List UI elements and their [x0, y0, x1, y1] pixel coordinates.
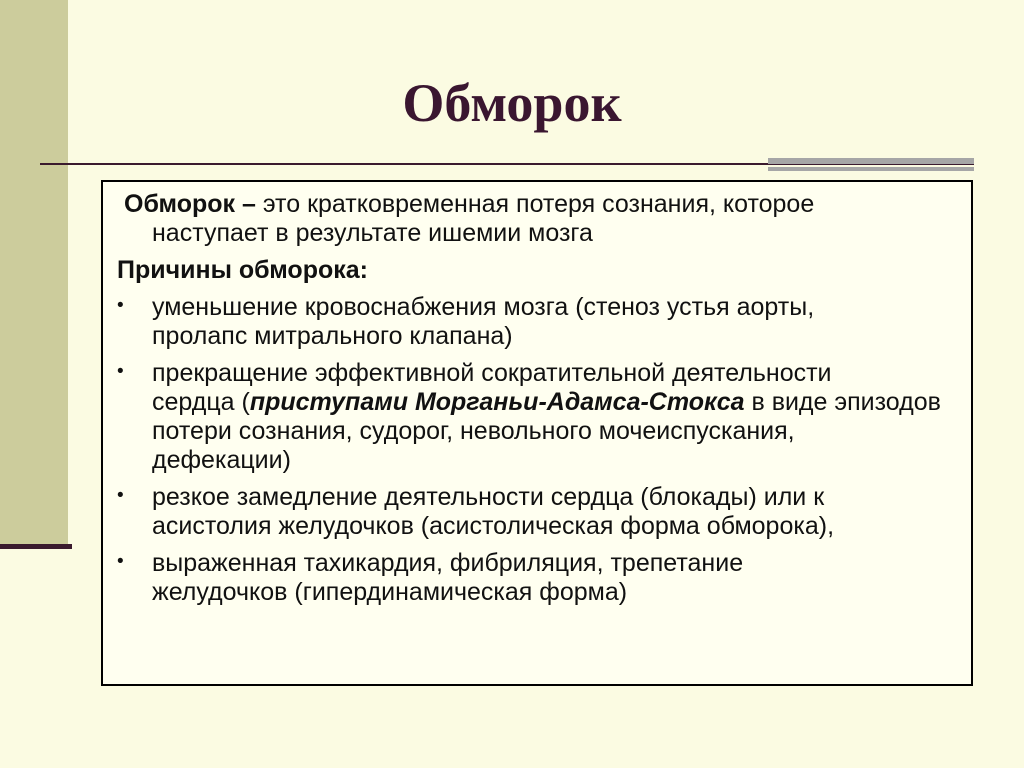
definition-text: это кратковременная потеря сознания, которое — [255, 190, 815, 218]
definition-line-2: наступает в результате ишемии мозга — [152, 219, 593, 247]
bullet-icon: • — [117, 551, 124, 572]
cause-item — [103, 549, 971, 607]
cause-emphasis: приступами Морганьи-Адамса-Стокса — [249, 388, 745, 416]
cause-text-part: в виде эпизодов — [744, 388, 941, 416]
content-text — [103, 190, 971, 607]
cause-text — [152, 388, 971, 417]
cause-text: уменьшение кровоснабжения мозга (стеноз устья аорты, — [152, 293, 815, 321]
cause-item — [103, 359, 971, 475]
cause-text: пролапс митрального клапана) — [152, 322, 513, 350]
bullet-icon: • — [117, 361, 124, 382]
cause-item — [103, 293, 971, 351]
cause-text: дефекации) — [152, 446, 291, 474]
content-box — [101, 180, 973, 686]
cause-text: желудочков (гипердинамическая форма) — [152, 578, 628, 606]
cause-text: резкое замедление деятельности сердца (блокады) или к — [152, 483, 825, 511]
cause-text-part: сердца ( — [152, 388, 250, 416]
slide-title: Обморок — [402, 73, 622, 133]
causes-heading: Причины обморока: — [117, 256, 368, 284]
cause-item — [103, 483, 971, 541]
definition-term: Обморок – — [124, 190, 256, 218]
bullet-icon: • — [117, 485, 124, 506]
definition-line-1 — [124, 190, 971, 219]
bullet-icon: • — [117, 295, 124, 316]
cause-text: прекращение эффективной сократительной деятельности — [152, 359, 832, 387]
cause-text: выраженная тахикардия, фибриляция, трепетание — [152, 549, 744, 577]
decorative-side-line — [0, 544, 72, 549]
decorative-gray-bar-thin — [768, 167, 974, 171]
cause-text: потери сознания, судорог, невольного мочеиспускания, — [152, 417, 795, 445]
cause-text: асистолия желудочков (асистолическая форма обморока), — [152, 512, 835, 540]
decorative-gray-bar — [768, 158, 974, 164]
